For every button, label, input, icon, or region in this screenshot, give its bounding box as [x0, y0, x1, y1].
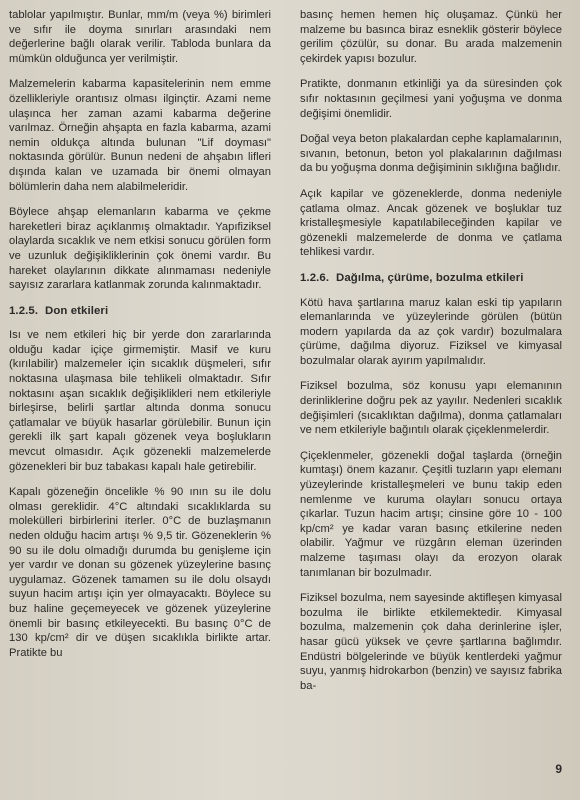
- paragraph: Malzemelerin kabarma kapasitelerinin nem emme özellikleriyle orantısız olması ilginçtir. Azami neme ulaşınca her zaman azami kabarma değerine varılmaz. Örneğin ahşapta en fazla kabarma, azami nemin oldukça altında bulunan "Lif doyması" noktasında görülür. Bunun nedeni de ahşabın lifleri dışında kalan ve uzamada bir önemi olmayan bölümlerin daha nem alabilmeleridir.: [9, 78, 271, 193]
- paragraph: basınç hemen hemen hiç oluşamaz. Çünkü her malzeme bu basınca biraz esneklik gösterir böylece gerilim çözülür, su donar. Bu arada malzemenin çekirdek yapısı bozulur.: [300, 9, 562, 65]
- section-heading-1-2-6: [300, 271, 562, 286]
- paragraph: Pratikte, donmanın etkinliği ya da süresinden çok sıfır noktasının geçilmesi yani yoğuşma ve donma değişimi önemlidir.: [300, 78, 562, 120]
- paragraph: Isı ve nem etkileri hiç bir yerde don zararlarında olduğu kadar içiçe girmemiştir. Masif ve kuru (kırılabilir) malzemeler için sıcaklık düşmeleri, sıfır noktasına ulaşmasa bile tehlikeli olmaktadır. Sıfır noktasını aşan sıcaklık değişiklikleri nem etkileriyle birleşirse, belirli şartlar altında donma sonucu çatlamalar ve büyük hasarlar görülebilir. Bunun için gerekli ilk şart kapalı gözenek veya boşlukların mevcut olmasıdır. Açık gözenekli malzemelerde gözenekleri bir buz tabakası kapalı hale getirebilir.: [9, 329, 271, 473]
- paragraph: Fiziksel bozulma, söz konusu yapı elemanının derinliklerine doğru pek az yayılır. Nedenleri sıcaklık değişimleri (sıcaklıktan dağılma), donma çatlamaları ve nem etkileriyle bağıntılı olarak çiçeklenmelerdir.: [300, 380, 562, 437]
- left-column: [9, 8, 271, 671]
- paragraph: Çiçeklenmeler, gözenekli doğal taşlarda (örneğin kumtaşı) önem kazanır. Çeşitli tuzların yapı elemanı yüzeylerinde kristalleşmeleri ve bunu takip eden nemlenme ve kuruma olayları sonucu ortaya çıkarlar. Tuzun hacim artışı; cinsine göre 10 - 100 kp/cm² ye kadar varan basınç etkilerine neden olabilir. Yağmur ve rüzgârın eleman üzerinden malzeme taşıması olayı da erozyon olarak tanımlanan bir bozulmadır.: [300, 449, 562, 579]
- paragraph: Kötü hava şartlarına maruz kalan eski tip yapıların elemanlarında ve yüzeylerinde görülen (bütün modern yapılarda da az çok vardır) bozulmalara çürüme, dağılma diyoruz. Fiziksel ve kimyasal bozulmalar olarak ayırım yapılmalıdır.: [300, 296, 562, 367]
- paragraph: Kapalı gözeneğin öncelikle % 90 ının su ile dolu olması gereklidir. 4°C altındaki sıcaklıklarda su molekülleri birbirlerini iterler. 0°C de buzlaşmanın neden olduğu hacim artışı % 9,5 tir. Gözeneklerin % 90 su ile dolu olmadığı durumda bu genişleme için yer vardır ve donan su gözenek yüzeylerine basınç uygulamaz. Gözenek tamamen su ile dolu olsaydı suyun hacim artışı için yer olmayacaktı. Böylece su buz haline geçemeyecek ve gözenek yüzeylerine önemli bir basınç etkileyecekti. Bu basınç 0°C de 130 kp/cm² dir ve düşen sıcaklıkla birlikte artar. Pratikte bu: [9, 486, 271, 659]
- section-number: 1.2.5.: [9, 304, 39, 317]
- paragraph: Böylece ahşap elemanların kabarma ve çekme hareketleri biraz açıklanmış olmaktadır. Yapıfiziksel olaylarda sıcaklık ve nem etkisi sonucu görülen form ve uzunluk değişikliklerinin çok önemi vardır. Bu hareket olaylarının dikkate alınmaması nedeniyle sayısız zararlara katlanmak zorunda kalınmaktadır.: [9, 206, 271, 292]
- section-heading-1-2-5: [9, 304, 271, 319]
- page-number: 9: [555, 762, 562, 776]
- right-column: [300, 8, 562, 704]
- paragraph: Doğal veya beton plakalardan cephe kaplamalarının, sıvanın, betonun, beton yol plakalarının dağılması da bu yoğuşma donma değişiminin sıklığına bağlıdır.: [300, 133, 562, 175]
- section-title: Don etkileri: [45, 304, 109, 317]
- paragraph: Fiziksel bozulma, nem sayesinde aktifleşen kimyasal bozulma ile birlikte etkilemektedir. Kimyasal bozulma, malzemenin çok daha derinlerine işler, hasar gücü yüksek ve çevre şartlarına bağlımdır. Endüstri bölgelerinde ve büyük kentlerdeki yağmur suyu, yanmış hidrokarbon (benzin) ve sayısız fabrika ba-: [300, 592, 562, 692]
- paragraph: tablolar yapılmıştır. Bunlar, mm/m (veya %) birimleri ve sıfır ile doyma sınırları arasındaki nem değerlerine bağlı olarak verilir. Tabloda bunlara da mümkün olduğunca yer verilmiştir.: [9, 9, 271, 65]
- section-title: Dağılma, çürüme, bozulma etkileri: [336, 271, 524, 284]
- paragraph: Açık kapilar ve gözeneklerde, donma nedeniyle çatlama olmaz. Ancak gözenek ve boşluklar tuz kristalleşmesiyle kapatılabileceğinden kapilar ve gözenekli malzemelerde de donma ve çatlama tehlikesi vardır.: [300, 187, 562, 259]
- section-number: 1.2.6.: [300, 271, 330, 284]
